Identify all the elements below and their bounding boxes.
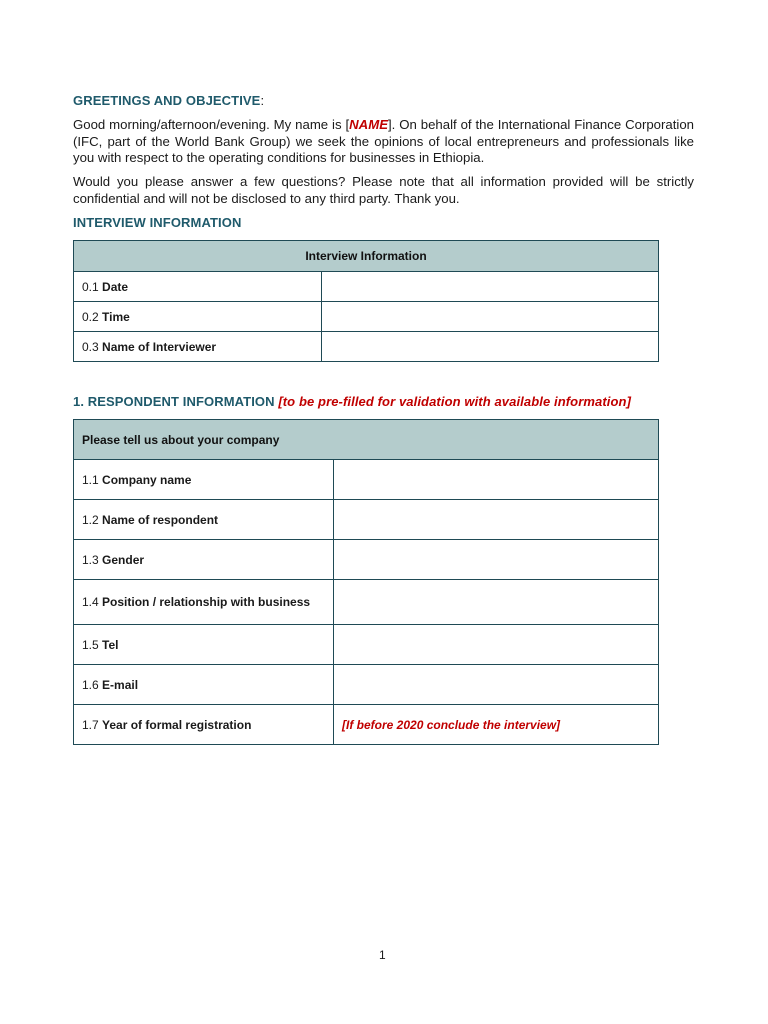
row-label: 0.2 Time <box>74 302 322 332</box>
greetings-heading: GREETINGS AND OBJECTIVE: <box>73 93 265 108</box>
table-row <box>74 332 659 362</box>
row-label: 0.3 Name of Interviewer <box>74 332 322 362</box>
row-label: 1.7 Year of formal registration <box>74 705 334 745</box>
row-label: 1.3 Gender <box>74 540 334 580</box>
respondent-heading: 1. RESPONDENT INFORMATION [to be pre-filled for validation with available information] <box>73 394 632 409</box>
row-label: 1.6 E-mail <box>74 665 334 705</box>
row-label: 1.4 Position / relationship with business <box>74 580 334 625</box>
table-row <box>74 272 659 302</box>
table-row <box>74 705 659 745</box>
row-label: 1.1 Company name <box>74 460 334 500</box>
interviewer-name-field[interactable] <box>322 332 659 362</box>
row-label: 1.5 Tel <box>74 625 334 665</box>
gender-field[interactable] <box>334 540 659 580</box>
interview-table-header: Interview Information <box>74 241 659 272</box>
interview-heading: INTERVIEW INFORMATION <box>73 215 242 230</box>
respondent-table <box>73 419 659 745</box>
table-row <box>74 460 659 500</box>
greetings-paragraph-1: Good morning/afternoon/evening. My name is [NAME]. On behalf of the International Finance Corporation (IFC, part of the World Bank Group) we seek the opinions of local entrepreneurs and professionals like you with respect to the operating conditions for businesses in Ethiopia. <box>73 117 695 165</box>
table-row <box>74 665 659 705</box>
date-field[interactable] <box>322 272 659 302</box>
registration-year-note: [If before 2020 conclude the interview] <box>334 705 659 745</box>
interview-table <box>73 240 659 362</box>
table-row <box>74 500 659 540</box>
email-field[interactable] <box>334 665 659 705</box>
table-row <box>74 302 659 332</box>
greetings-paragraph-2: Would you please answer a few questions? Please note that all information provided will be strictly confidential and will not be disclosed to any third party. Thank you. <box>73 174 694 206</box>
table-row <box>74 580 659 625</box>
row-label: 1.2 Name of respondent <box>74 500 334 540</box>
row-label: 0.1 Date <box>74 272 322 302</box>
respondent-note: [to be pre-filled for validation with available information] <box>278 394 632 409</box>
company-name-field[interactable] <box>334 460 659 500</box>
page-number: 1 <box>379 948 386 962</box>
position-field[interactable] <box>334 580 659 625</box>
table-row <box>74 625 659 665</box>
time-field[interactable] <box>322 302 659 332</box>
respondent-name-field[interactable] <box>334 500 659 540</box>
respondent-table-header: Please tell us about your company <box>74 420 659 460</box>
tel-field[interactable] <box>334 625 659 665</box>
table-row <box>74 540 659 580</box>
name-placeholder: NAME <box>349 117 388 132</box>
